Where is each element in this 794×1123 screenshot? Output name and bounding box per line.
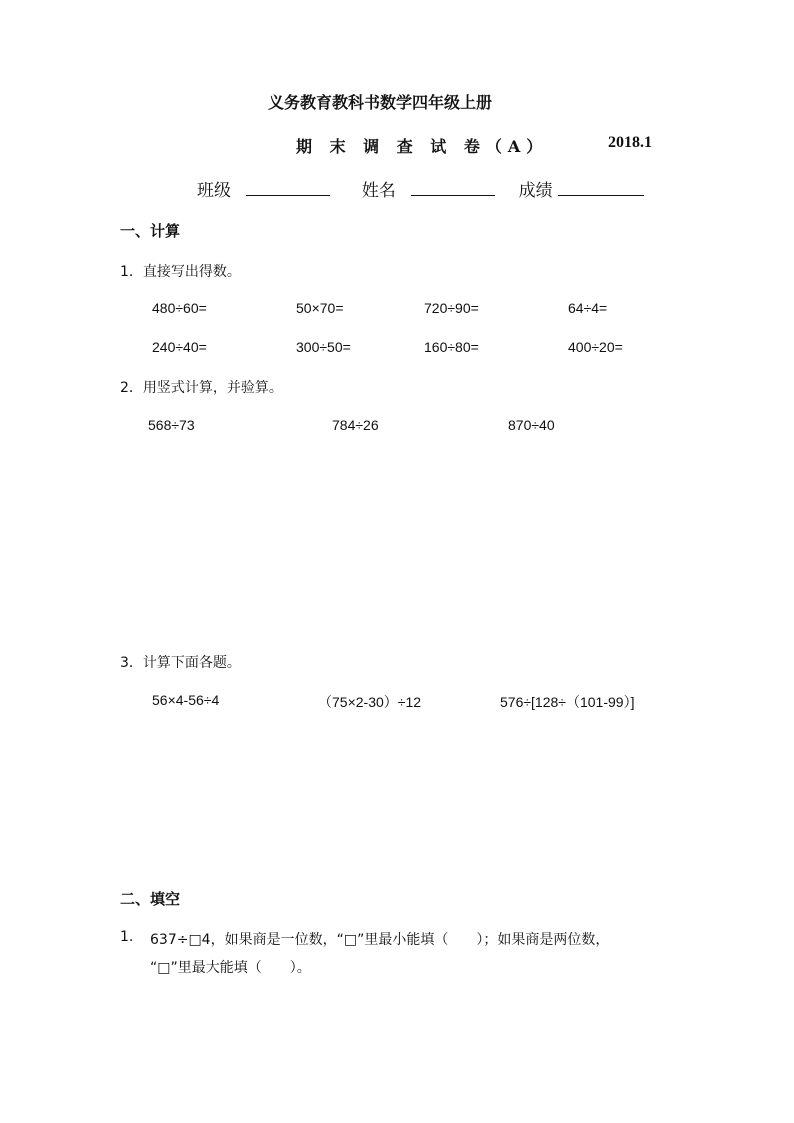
section-2-heading: 二、填空 bbox=[120, 890, 181, 908]
name-label: 姓名 bbox=[361, 181, 396, 201]
oral-calc-item: 240÷40= bbox=[152, 339, 207, 355]
oral-calc-item: 300÷50= bbox=[296, 339, 351, 355]
fill-question-number: 1. bbox=[120, 929, 134, 945]
vertical-calc-item: 870÷40 bbox=[508, 417, 555, 433]
mixed-calc-item: （75×2-30）÷12 bbox=[318, 694, 422, 710]
score-label: 成绩 bbox=[518, 181, 553, 201]
oral-calc-item: 400÷20= bbox=[568, 339, 623, 355]
question-1-3-label: 3．计算下面各题。 bbox=[120, 655, 241, 671]
oral-calc-item: 480÷60= bbox=[152, 300, 207, 316]
fill-question-line-1: 637÷□4，如果商是一位数，“□”里最小能填（ ）；如果商是两位数， bbox=[150, 932, 610, 948]
oral-calc-item: 50×70= bbox=[296, 300, 344, 316]
oral-calc-item: 720÷90= bbox=[424, 300, 479, 316]
exam-date: 2018.1 bbox=[608, 134, 652, 151]
fill-question-line-2: “□”里最大能填（ ）。 bbox=[150, 960, 311, 976]
question-1-2-label: 2．用竖式计算，并验算。 bbox=[120, 380, 283, 396]
score-field[interactable] bbox=[558, 177, 644, 196]
name-field[interactable] bbox=[411, 177, 495, 196]
mixed-calc-item: 56×4-56÷4 bbox=[152, 692, 220, 708]
vertical-calc-item: 568÷73 bbox=[148, 417, 195, 433]
class-field[interactable] bbox=[246, 177, 330, 196]
student-info-row bbox=[197, 176, 644, 201]
mixed-calc-item: 576÷[128÷（101-99）] bbox=[500, 694, 635, 710]
vertical-calc-item: 784÷26 bbox=[332, 417, 379, 433]
class-label: 班级 bbox=[197, 181, 231, 201]
document-title: 义务教育教科书数学四年级上册 bbox=[268, 93, 493, 112]
section-1-heading: 一、计算 bbox=[120, 222, 181, 240]
oral-calc-item: 160÷80= bbox=[424, 339, 479, 355]
question-1-1-label: 1．直接写出得数。 bbox=[120, 264, 241, 280]
exam-subtitle: 期 末 调 查 试 卷（A） bbox=[296, 137, 549, 156]
oral-calc-item: 64÷4= bbox=[568, 300, 608, 316]
